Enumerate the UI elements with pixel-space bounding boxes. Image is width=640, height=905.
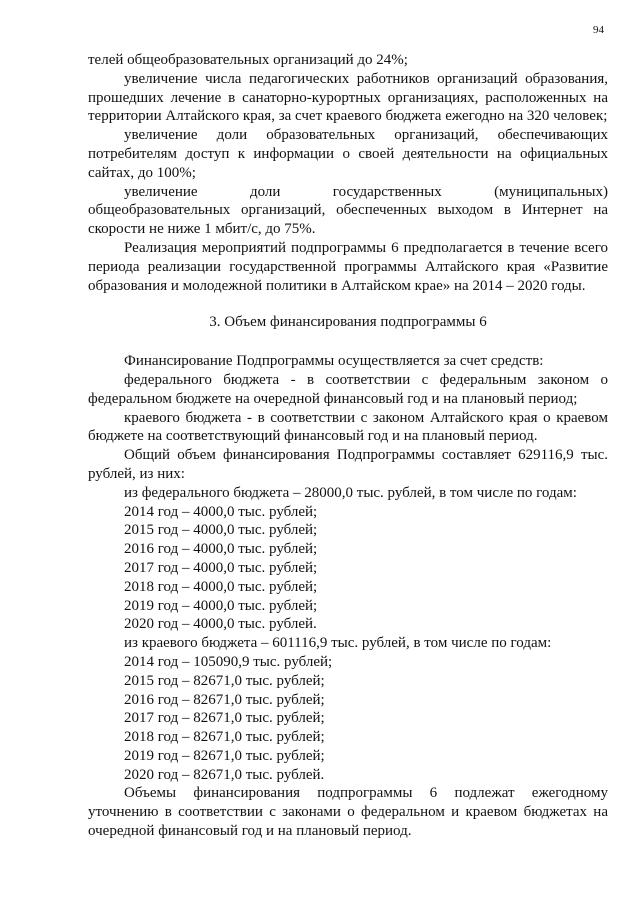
financing-closing: Объемы финансирования подпрограммы 6 подлежат ежегодному уточнению в соответствии с законами о федеральном и краевом бюджетах на очередной финансовый год и на плановый период. xyxy=(88,785,608,840)
paragraph-teachers-treatment: увеличение числа педагогических работников организаций образования, прошедших лечение в санаторно-курортных организациях, расположенных на территории Алтайского края, за счет краевого бюджета ежегодно на 320 человек; xyxy=(88,70,608,125)
financing-sources-intro: Финансирование Подпрограммы осуществляется за счет средств: xyxy=(124,353,544,370)
federal-year-2014: 2014 год – 4000,0 тыс. рублей; xyxy=(124,503,318,520)
regional-year-2016: 2016 год – 82671,0 тыс. рублей; xyxy=(124,691,325,708)
federal-year-2017: 2017 год – 4000,0 тыс. рублей; xyxy=(124,559,318,576)
financing-federal-source: федерального бюджета - в соответствии с федеральным законом о федеральном бюджете на очередной финансовый год и на плановый период; xyxy=(88,371,608,407)
federal-year-2016: 2016 год – 4000,0 тыс. рублей; xyxy=(124,541,318,558)
financing-total: Общий объем финансирования Подпрограммы составляет 629116,9 тыс. рублей, из них: xyxy=(88,447,608,482)
financing-regional-intro: из краевого бюджета – 601116,9 тыс. рублей, в том числе по годам: xyxy=(124,635,552,652)
paragraph-implementation-period: Реализация мероприятий подпрограммы 6 предполагается в течение всего периода реализации государственной программы Алтайского края «Развитие образования и молодежной политики в Алтайском крае» на 2014 – 2020 годы. xyxy=(88,239,608,294)
federal-year-2018: 2018 год – 4000,0 тыс. рублей; xyxy=(124,578,318,595)
regional-year-2018: 2018 год – 82671,0 тыс. рублей; xyxy=(124,729,325,746)
regional-year-2015: 2015 год – 82671,0 тыс. рублей; xyxy=(124,672,325,689)
regional-year-2017: 2017 год – 82671,0 тыс. рублей; xyxy=(124,710,325,727)
federal-year-2020: 2020 год – 4000,0 тыс. рублей. xyxy=(124,616,317,633)
paragraph-websites-share: увеличение доли образовательных организаций, обеспечивающих потребителям доступ к информации о своей деятельности на официальных сайтах, до 100%; xyxy=(88,127,608,181)
paragraph-internet-share: увеличение доли государственных (муниципальных) общеобразовательных организаций, обеспеченных выходом в Интернет на скорости не ниже 1 мбит/с, до 75%. xyxy=(88,183,608,238)
paragraph-continuation: телей общеобразовательных организаций до 24%; xyxy=(88,52,408,68)
financing-federal-intro: из федерального бюджета – 28000,0 тыс. рублей, в том числе по годам: xyxy=(124,484,577,501)
financing-regional-source: краевого бюджета - в соответствии с законом Алтайского края о краевом бюджете на соответствующий финансовый год и на плановый период. xyxy=(88,409,608,445)
regional-year-2020: 2020 год – 82671,0 тыс. рублей. xyxy=(124,766,325,783)
regional-year-2014: 2014 год – 105090,9 тыс. рублей; xyxy=(124,653,333,670)
page-number: 94 xyxy=(593,24,604,36)
federal-year-2015: 2015 год – 4000,0 тыс. рублей; xyxy=(124,522,318,539)
document-body xyxy=(88,51,608,841)
regional-year-2019: 2019 год – 82671,0 тыс. рублей; xyxy=(124,747,325,764)
federal-year-2019: 2019 год – 4000,0 тыс. рублей; xyxy=(124,597,318,614)
section-heading: 3. Объем финансирования подпрограммы 6 xyxy=(209,314,487,331)
